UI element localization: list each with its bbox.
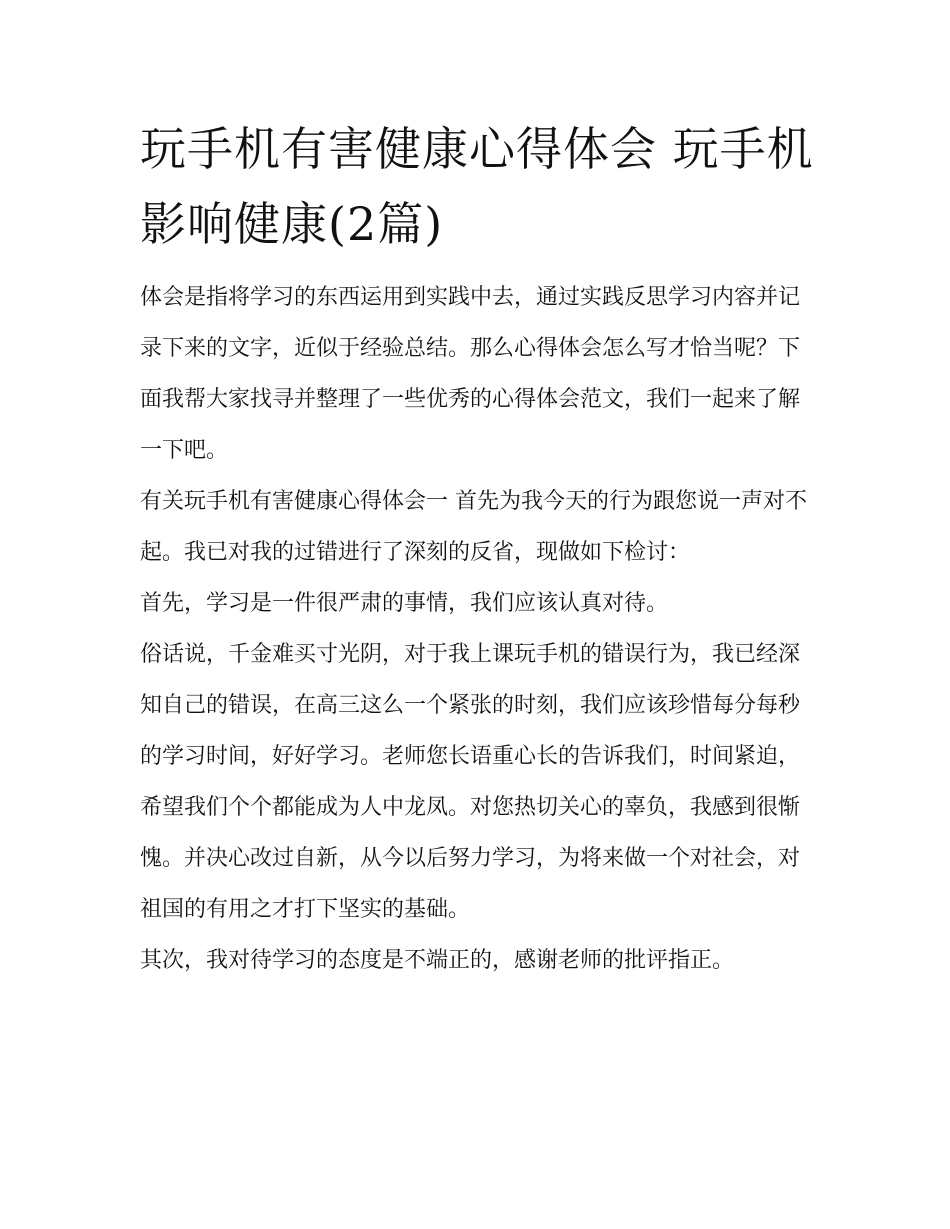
paragraph-proverb: 俗话说，千金难买寸光阴，对于我上课玩手机的错误行为，我已经深知自己的错误，在高三这么一个紧张的时刻，我们应该珍惜每分每秒的学习时间，好好学习。老师您长语重心长的告诉我们，时间紧迫，希望我们个个都能成为人中龙凤。对您热切关心的辜负，我感到很惭愧。并决心改过自新，从今以后努力学习，为将来做一个对社会，对祖国的有用之才打下坚实的基础。 [140,642,801,922]
paragraph-first-point: 首先，学习是一件很严肃的事情，我们应该认真对待。 [140,591,669,616]
paragraph-second-point: 其次，我对待学习的态度是不端正的，感谢老师的批评指正。 [140,948,735,973]
paragraph-intro: 体会是指将学习的东西运用到实践中去，通过实践反思学习内容并记录下来的文字，近似于经验总结。那么心得体会怎么写才恰当呢？下面我帮大家找寻并整理了一些优秀的心得体会范文，我们一起来了解一下吧。 [140,285,801,463]
document-title: 玩手机有害健康心得体会 玩手机影响健康(2篇) [140,122,814,251]
document-body [140,112,820,986]
paragraph-apology: 有关玩手机有害健康心得体会一 首先为我今天的行为跟您说一声对不起。我已对我的过错进行了深刻的反省，现做如下检讨： [140,489,807,565]
